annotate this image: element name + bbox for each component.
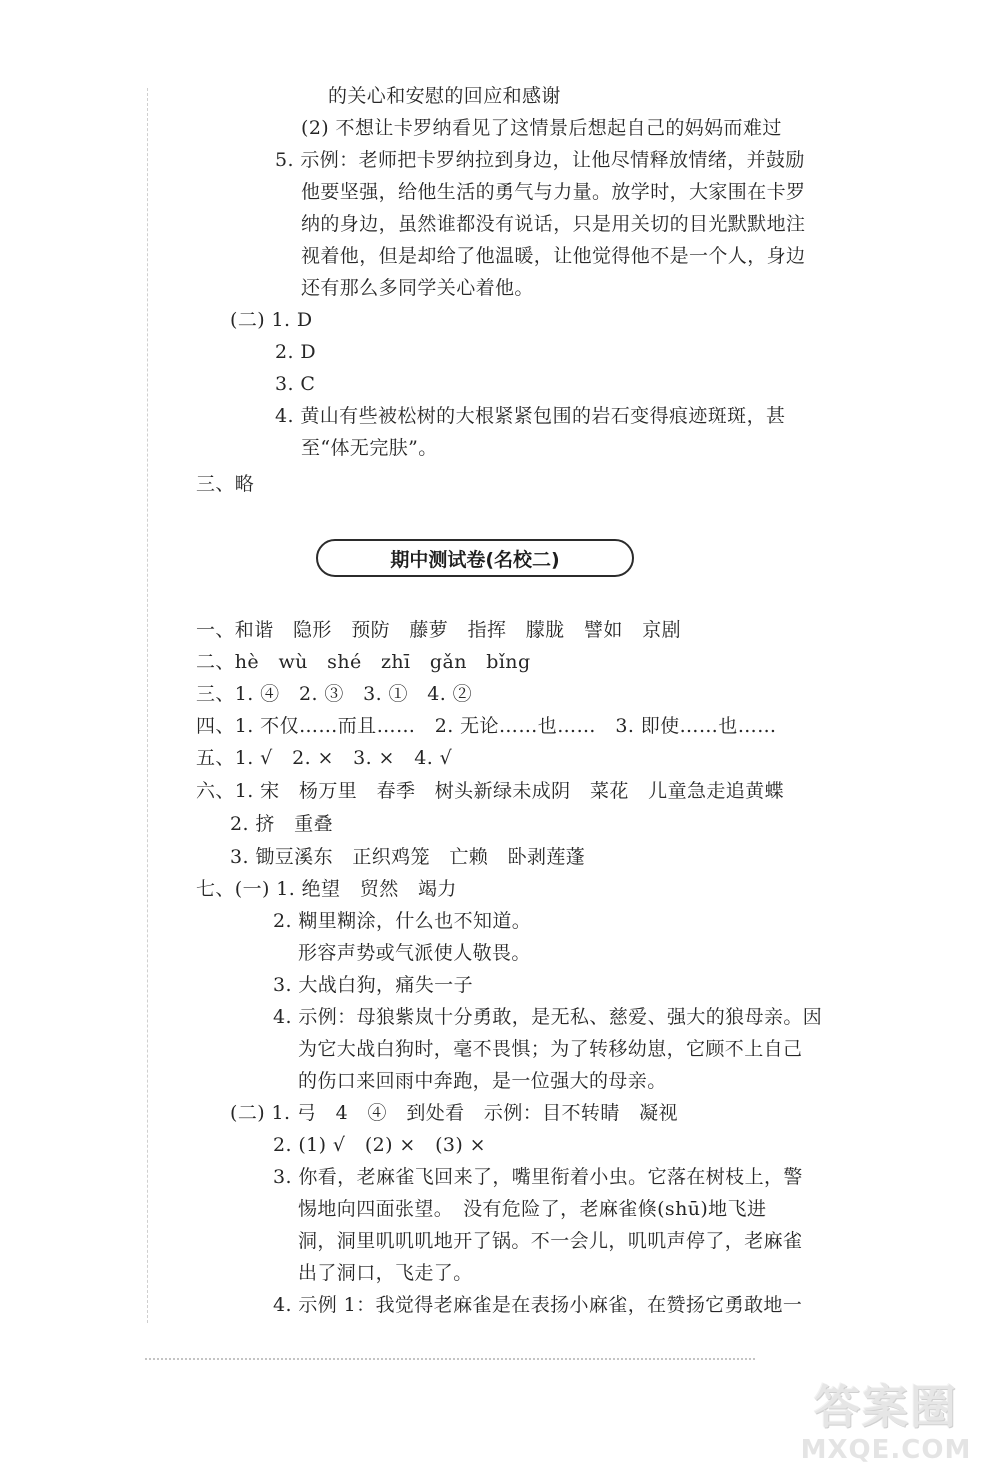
answer-line: 视着他，但是却给了他温暖，让他觉得他不是一个人，身边 — [301, 245, 806, 267]
answer-line: 还有那么多同学关心着他。 — [301, 277, 534, 299]
answer-line: 4. 示例 1：我觉得老麻雀是在表扬小麻雀，在赞扬它勇敢地一 — [273, 1294, 803, 1316]
answer-line: 六、1. 宋 杨万里 春季 树头新绿未成阴 菜花 儿童急走追黄蝶 — [196, 780, 784, 802]
answer-line: 惕地向四面张望。 没有危险了，老麻雀倏(shū)地飞进 — [298, 1198, 767, 1220]
answer-line: 3. C — [275, 373, 316, 395]
answer-line: 出了洞口，飞走了。 — [298, 1262, 473, 1284]
answer-line: 5. 示例：老师把卡罗纳拉到身边，让他尽情释放情绪，并鼓励 — [275, 149, 805, 171]
answer-line: 3. 你看，老麻雀飞回来了，嘴里衔着小虫。它落在树枝上，警 — [273, 1166, 803, 1188]
watermark-logo: 答案圈 — [814, 1380, 958, 1434]
answer-line: 三、略 — [196, 473, 255, 495]
answer-line: 的伤口来回雨中奔跑，是一位强大的母亲。 — [298, 1070, 667, 1092]
margin-rule — [147, 88, 148, 1323]
answer-line: 2. 挤 重叠 — [230, 813, 333, 835]
answer-line: 4. 示例：母狼紫岚十分勇敢，是无私、慈爱、强大的狼母亲。因 — [273, 1006, 823, 1028]
answer-line: 至“体无完肤”。 — [301, 437, 438, 459]
answer-line: 的关心和安慰的回应和感谢 — [328, 85, 561, 107]
answer-line: (2) 不想让卡罗纳看见了这情景后想起自己的妈妈而难过 — [301, 117, 782, 139]
watermark-url: MXQE.COM — [800, 1435, 972, 1465]
answer-line: 四、1. 不仅……而且…… 2. 无论……也…… 3. 即使……也…… — [196, 715, 777, 737]
answer-line: 七、(一) 1. 绝望 贸然 竭力 — [196, 878, 457, 900]
answer-line: 形容声势或气派使人敬畏。 — [298, 942, 531, 964]
answer-line: 三、1. ④ 2. ③ 3. ① 4. ② — [196, 683, 473, 705]
answer-line: 纳的身边，虽然谁都没有说话，只是用关切的目光默默地注 — [301, 213, 806, 235]
answer-line: 3. 大战白狗，痛失一子 — [273, 974, 473, 996]
answer-line: 为它大战白狗时，毫不畏惧；为了转移幼崽，它顾不上自己 — [298, 1038, 803, 1060]
answer-line: 4. 黄山有些被松树的大根紧紧包围的岩石变得痕迹斑斑，甚 — [275, 405, 786, 427]
answer-line: (二) 1. 弓 4 ④ 到处看 示例：目不转睛 凝视 — [230, 1102, 678, 1124]
answer-line: 3. 锄豆溪东 正织鸡笼 亡赖 卧剥莲蓬 — [230, 846, 586, 868]
answer-line: 2. D — [275, 341, 317, 363]
answer-line: 五、1. √ 2. × 3. × 4. √ — [196, 747, 453, 769]
answer-line: (二) 1. D — [230, 309, 313, 331]
answer-line: 一、和谐 隐形 预防 藤萝 指挥 朦胧 譬如 京剧 — [196, 619, 682, 641]
answer-line: 二、hè wù shé zhī gǎn bǐng — [196, 651, 531, 673]
footer-rule — [145, 1358, 755, 1360]
answer-line: 洞，洞里叽叽叽地开了锅。不一会儿，叽叽声停了，老麻雀 — [298, 1230, 803, 1252]
watermark — [786, 1380, 986, 1468]
answer-line: 2. 糊里糊涂，什么也不知道。 — [273, 910, 532, 932]
answer-line: 2. (1) √ (2) × (3) × — [273, 1134, 486, 1156]
section-title: 期中测试卷(名校二) — [316, 539, 634, 577]
answer-line: 他要坚强，给他生活的勇气与力量。放学时，大家围在卡罗 — [301, 181, 806, 203]
